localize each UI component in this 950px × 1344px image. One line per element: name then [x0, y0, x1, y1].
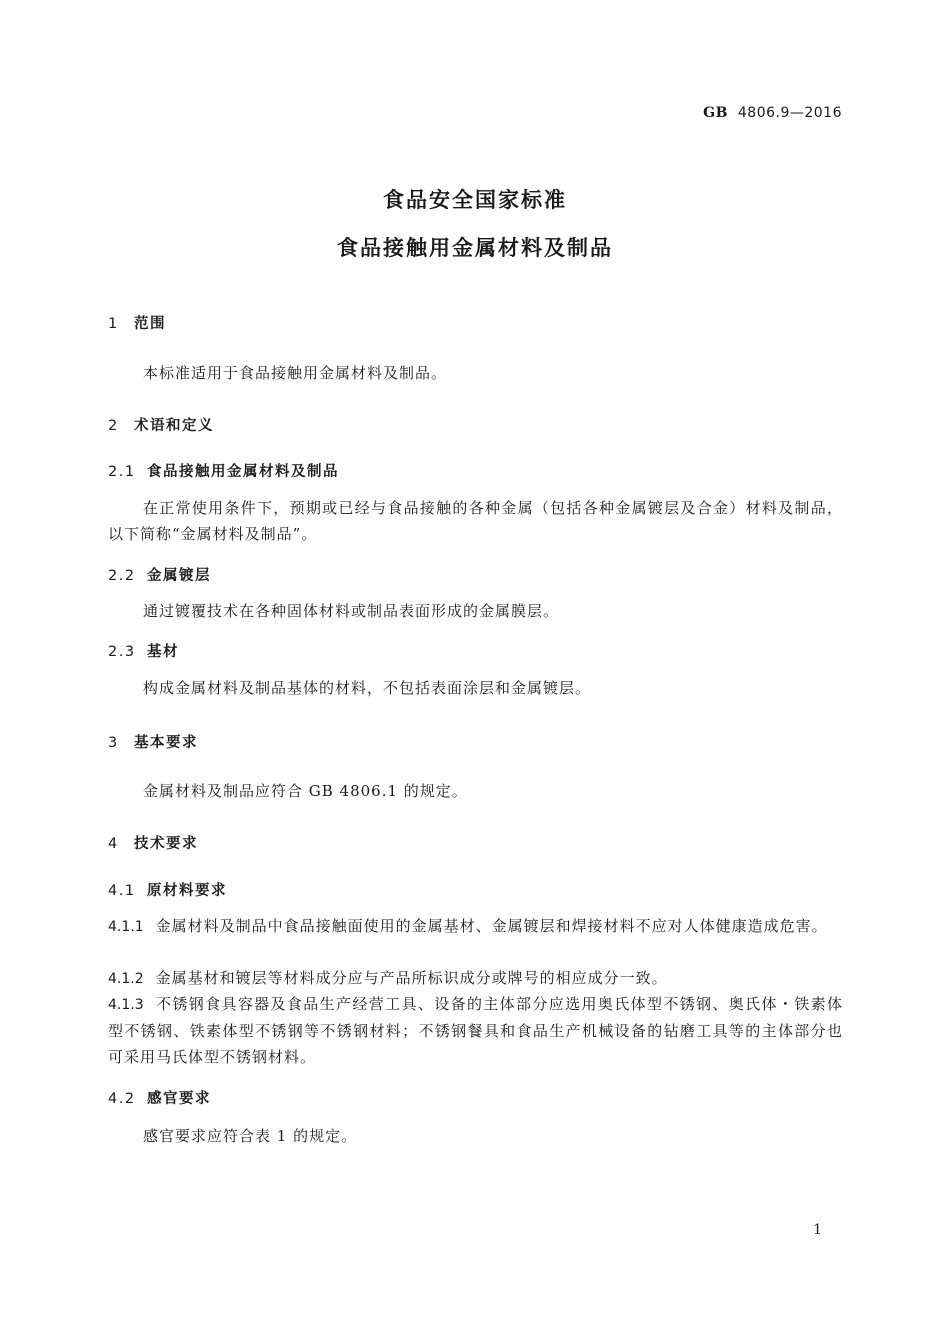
page-number: 1: [813, 1222, 822, 1238]
section-1-heading: [108, 312, 166, 333]
section-title: 术语和定义: [134, 418, 214, 434]
section-number: 3: [108, 735, 119, 751]
section-2-2-body: 通过镀覆技术在各种固体材料或制品表面形成的金属膜层。: [143, 602, 560, 620]
section-number: 2: [108, 418, 119, 434]
section-2-2-heading: [108, 564, 211, 585]
section-2-3-heading: [108, 640, 179, 661]
section-3-body: 金属材料及制品应符合 GB 4806.1 的规定。: [143, 782, 468, 800]
clause-number: 4.1.3: [108, 997, 144, 1013]
document-title-line1: 食品安全国家标准: [383, 188, 567, 212]
section-title: 基本要求: [134, 735, 198, 751]
section-number: 2.1: [108, 464, 136, 480]
document-title-line2: 食品接触用金属材料及制品: [337, 236, 613, 260]
clause-text: 金属基材和镀层等材料成分应与产品所标识成分或牌号的相应成分一致。: [155, 969, 668, 987]
section-title: 感官要求: [147, 1091, 211, 1107]
section-2-1-heading: [108, 460, 339, 481]
section-3-heading: [108, 731, 198, 752]
standard-code-number: 4806.9—2016: [737, 105, 842, 121]
section-title: 食品接触用金属材料及制品: [147, 464, 339, 480]
section-number: 2.2: [108, 568, 136, 584]
section-number: 4: [108, 836, 119, 852]
section-title: 范围: [134, 316, 166, 332]
section-4-1-heading: [108, 879, 227, 900]
section-number: 1: [108, 316, 119, 332]
section-1-body: 本标准适用于食品接触用金属材料及制品。: [143, 364, 448, 382]
section-2-1-body: 在正常使用条件下，预期或已经与食品接触的各种金属（包括各种金属镀层及合金）材料及制品，以下简称“金属材料及制品”。: [108, 499, 843, 543]
clause-number: 4.1.2: [108, 971, 144, 987]
clause-text: 不锈钢食具容器及食品生产经营工具、设备的主体部分应选用奥氏体型不锈钢、奥氏体・铁素体型不锈钢、铁素体型不锈钢等不锈钢材料；不锈钢餐具和食品生产机械设备的钻磨工具等的主体部分也可采用马氏体型不锈钢材料。: [108, 995, 843, 1066]
section-title: 基材: [147, 644, 179, 660]
standard-code: [703, 105, 842, 121]
section-title: 金属镀层: [147, 568, 211, 584]
clause-4-1-2: [108, 965, 843, 992]
section-number: 4.1: [108, 883, 136, 899]
clause-number: 4.1.1: [108, 919, 144, 935]
standard-code-prefix: GB: [703, 105, 728, 121]
section-number: 4.2: [108, 1091, 136, 1107]
section-2-3-body: 构成金属材料及制品基体的材料，不包括表面涂层和金属镀层。: [143, 679, 592, 697]
clause-4-1-1: [108, 913, 843, 940]
section-4-2-heading: [108, 1087, 211, 1108]
section-title: 技术要求: [134, 836, 198, 852]
section-number: 2.3: [108, 644, 136, 660]
clause-4-1-3: [108, 991, 843, 1070]
section-title: 原材料要求: [147, 883, 227, 899]
section-4-2-body: 感官要求应符合表 1 的规定。: [143, 1127, 358, 1145]
clause-text: 金属材料及制品中食品接触面使用的金属基材、金属镀层和焊接材料不应对人体健康造成危害。: [155, 917, 828, 935]
section-2-heading: [108, 414, 214, 435]
section-4-heading: [108, 832, 198, 853]
